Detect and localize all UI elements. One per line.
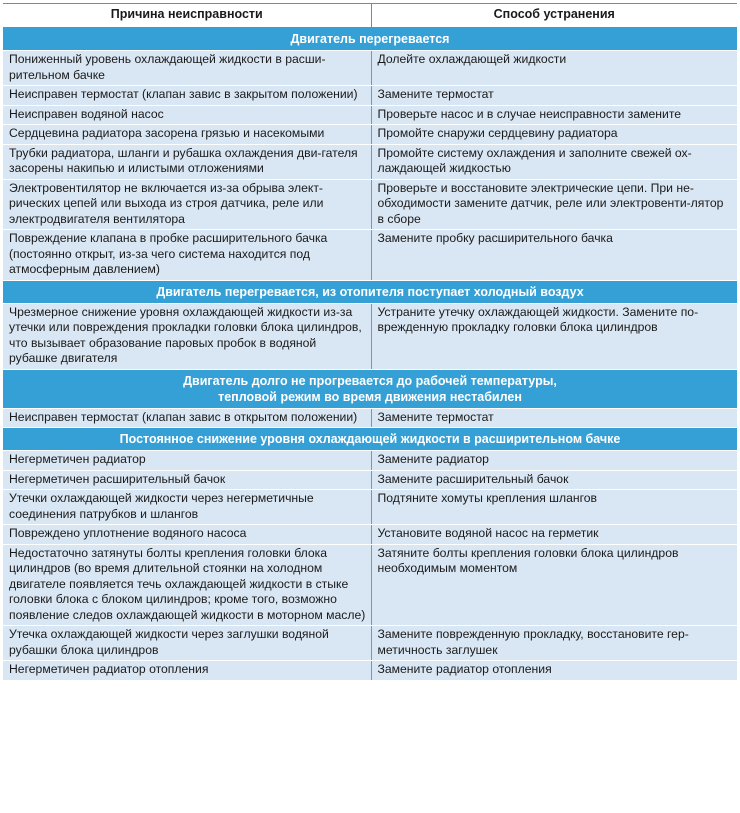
cause-cell: Утечки охлаждающей жидкости через негерметичные соединения патрубков и шлангов: [3, 490, 371, 525]
header-remedy: Способ устранения: [371, 3, 737, 28]
table-row: [3, 105, 737, 125]
section-title: Двигатель перегревается, из отопителя поступает холодный воздух: [3, 280, 737, 303]
table-row: [3, 125, 737, 145]
remedy-cell: Замените пробку расширительного бачка: [371, 230, 737, 281]
cause-cell: Негерметичен расширительный бачок: [3, 470, 371, 490]
cause-cell: Неисправен термостат (клапан завис в открытом положении): [3, 408, 371, 428]
troubleshooting-table: [3, 3, 737, 681]
table-row: [3, 661, 737, 681]
table-row: [3, 230, 737, 281]
table-row: [3, 303, 737, 369]
remedy-cell: Затяните болты крепления головки блока цилиндров необходимым моментом: [371, 544, 737, 626]
table-body: [3, 28, 737, 681]
remedy-cell: Замените термостат: [371, 86, 737, 106]
table-row: [3, 544, 737, 626]
table-row: [3, 51, 737, 86]
table-row: [3, 626, 737, 661]
remedy-cell: Замените радиатор: [371, 451, 737, 471]
table-row: [3, 408, 737, 428]
cause-cell: Недостаточно затянуты болты крепления головки блока цилиндров (во время длительной стоянки на холодном двигателе появляется течь охлаждающей жидкости в стыке головки блока с блоком цилиндров; кроме того, возможно появление следов охлаждающей жидкости в моторном масле): [3, 544, 371, 626]
remedy-cell: Долейте охлаждающей жидкости: [371, 51, 737, 86]
cause-cell: Чрезмерное снижение уровня охлаждающей жидкости из-за утечки или повреждения прокладки головки блока цилиндров, что вызывает образование паровых пробок в водяной рубашке двигателя: [3, 303, 371, 369]
table-row: [3, 525, 737, 545]
remedy-cell: Проверьте и восстановите электрические цепи. При не-обходимости замените датчик, реле или электровенти-лятор в сборе: [371, 179, 737, 230]
cause-cell: Повреждено уплотнение водяного насоса: [3, 525, 371, 545]
cause-cell: Трубки радиатора, шланги и рубашка охлаждения дви-гателя засорены накипью и илистыми отложениями: [3, 144, 371, 179]
section-title: Двигатель перегревается: [3, 28, 737, 51]
cause-cell: Негерметичен радиатор: [3, 451, 371, 471]
table-row: [3, 86, 737, 106]
cause-cell: Пониженный уровень охлаждающей жидкости в расши-рительном бачке: [3, 51, 371, 86]
remedy-cell: Замените поврежденную прокладку, восстановите гер-метичность заглушек: [371, 626, 737, 661]
cause-cell: Сердцевина радиатора засорена грязью и насекомыми: [3, 125, 371, 145]
section-row: [3, 280, 737, 303]
remedy-cell: Проверьте насос и в случае неисправности замените: [371, 105, 737, 125]
header-row: [3, 3, 737, 28]
section-row: [3, 369, 737, 408]
table-row: [3, 144, 737, 179]
table-row: [3, 490, 737, 525]
cause-cell: Неисправен водяной насос: [3, 105, 371, 125]
remedy-cell: Замените термостат: [371, 408, 737, 428]
table-row: [3, 179, 737, 230]
cause-cell: Повреждение клапана в пробке расширительного бачка (постоянно открыт, из-за чего система находится под атмосферным давлением): [3, 230, 371, 281]
remedy-cell: Промойте систему охлаждения и заполните свежей ох-лаждающей жидкостью: [371, 144, 737, 179]
section-row: [3, 428, 737, 451]
table-row: [3, 470, 737, 490]
section-row: [3, 28, 737, 51]
remedy-cell: Замените радиатор отопления: [371, 661, 737, 681]
cause-cell: Электровентилятор не включается из-за обрыва элект-рических цепей или выхода из строя датчика, реле или электродвигателя вентилятора: [3, 179, 371, 230]
remedy-cell: Подтяните хомуты крепления шлангов: [371, 490, 737, 525]
cause-cell: Негерметичен радиатор отопления: [3, 661, 371, 681]
section-title: Двигатель долго не прогревается до рабочей температуры, тепловой режим во время движения нестабилен: [3, 369, 737, 408]
cause-cell: Утечка охлаждающей жидкости через заглушки водяной рубашки блока цилиндров: [3, 626, 371, 661]
remedy-cell: Замените расширительный бачок: [371, 470, 737, 490]
section-title: Постоянное снижение уровня охлаждающей жидкости в расширительном бачке: [3, 428, 737, 451]
remedy-cell: Установите водяной насос на герметик: [371, 525, 737, 545]
cause-cell: Неисправен термостат (клапан завис в закрытом положении): [3, 86, 371, 106]
remedy-cell: Промойте снаружи сердцевину радиатора: [371, 125, 737, 145]
header-cause: Причина неисправности: [3, 3, 371, 28]
remedy-cell: Устраните утечку охлаждающей жидкости. Замените по-врежденную прокладку головки блока цилиндров: [371, 303, 737, 369]
table-row: [3, 451, 737, 471]
